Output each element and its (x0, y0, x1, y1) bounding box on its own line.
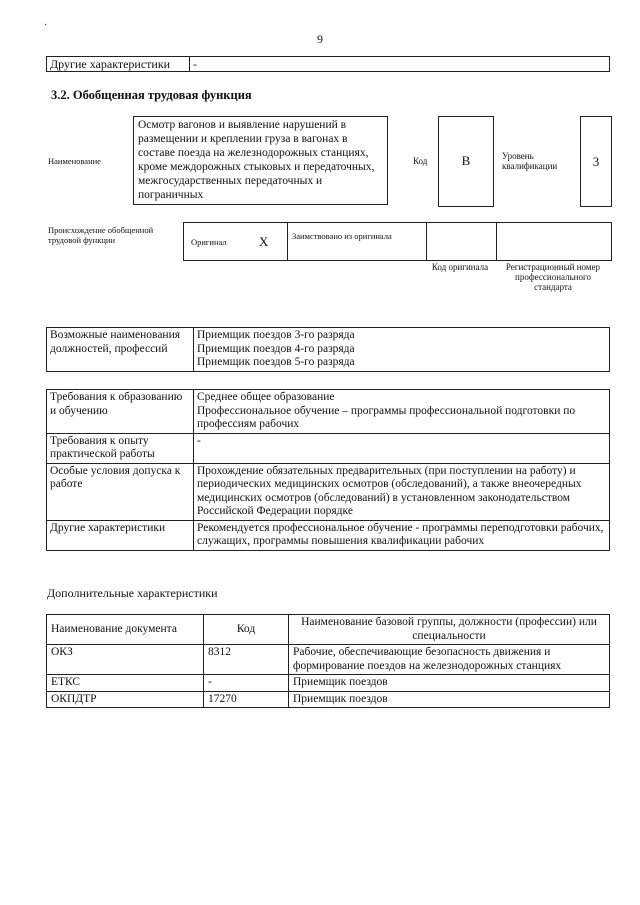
position-item: Приемщик поездов 4-го разряда (197, 342, 355, 355)
header-code: Код (204, 615, 289, 645)
requirements-table (46, 389, 610, 551)
row-code: 8312 (204, 645, 289, 675)
borrowed-label: Заимствовано из оригинала (292, 231, 392, 241)
table-row (47, 691, 610, 708)
origin-box (183, 222, 612, 261)
other-characteristics-value: - (190, 57, 610, 72)
experience-label: Требования к опыту практической работы (47, 433, 194, 463)
code-box (438, 116, 494, 207)
header-document: Наименование документа (47, 615, 204, 645)
experience-value: - (194, 433, 610, 463)
row-group: Приемщик поездов (289, 691, 610, 708)
divider (287, 223, 288, 260)
reg-number-caption: Регистрационный номер профессионального стандарта (505, 262, 601, 292)
page-dot: · (44, 20, 48, 31)
section-title: 3.2. Обобщенная трудовая функция (51, 88, 252, 102)
divider (426, 223, 427, 260)
code-label: Код (413, 156, 428, 166)
original-label: Оригинал (191, 237, 227, 247)
position-item: Приемщик поездов 5-го разряда (197, 356, 355, 368)
positions-values (194, 328, 610, 372)
other-characteristics-label: Другие характеристики (47, 520, 194, 550)
special-conditions-value: Прохождение обязательных предварительных (при поступлении на работу) и периодических медицинских осмотров (обследований), а также внеочередных медицинских осмотров (обследований) в установленном законодательством Российской Федерации порядке (194, 463, 610, 520)
top-characteristics-table (46, 56, 610, 72)
name-label: Наименование (48, 156, 101, 166)
header-group: Наименование базовой группы, должности (профессии) или специальности (289, 615, 610, 645)
row-document: ОКПДТР (47, 691, 204, 708)
other-characteristics-label: Другие характеристики (47, 57, 190, 72)
level-label: Уровень квалификации (502, 151, 558, 171)
function-name-box: Осмотр вагонов и выявление нарушений в размещении и креплении груза в вагонах в составе поезда на железнодорожных станциях, кроме междорожных стыковых и передаточных, межгосударственных передаточных и пограничных (133, 116, 388, 205)
code-value: В (461, 153, 471, 168)
origin-label: Происхождение обобщенной трудовой функции (48, 225, 154, 245)
row-document: ЕТКС (47, 675, 204, 692)
special-conditions-label: Особые условия допуска к работе (47, 463, 194, 520)
additional-title: Дополнительные характеристики (47, 586, 218, 600)
positions-table (46, 327, 610, 372)
code-original-caption: Код оригинала (431, 262, 489, 272)
row-code: - (204, 675, 289, 692)
additional-table (46, 614, 610, 708)
education-label: Требования к образованию и обучению (47, 390, 194, 434)
positions-label: Возможные наименования должностей, профессий (47, 328, 194, 372)
row-document: ОКЗ (47, 645, 204, 675)
row-group: Приемщик поездов (289, 675, 610, 692)
position-item: Приемщик поездов 3-го разряда (197, 329, 355, 341)
row-code: 17270 (204, 691, 289, 708)
page-number: 9 (317, 32, 323, 46)
row-group: Рабочие, обеспечивающие безопасность движения и формирование поездов на железнодорожных станциях (289, 645, 610, 675)
education-value: Среднее общее образование Профессиональное обучение – программы профессиональной подготовки по профессиям рабочих (194, 390, 610, 434)
table-row (47, 645, 610, 675)
table-row (47, 675, 610, 692)
other-characteristics-value: Рекомендуется профессиональное обучение - программы переподготовки рабочих, служащих, программы повышения квалификации рабочих (194, 520, 610, 550)
divider (496, 223, 497, 260)
original-mark: X (259, 234, 269, 249)
level-box (580, 116, 612, 207)
level-value: 3 (592, 154, 600, 169)
